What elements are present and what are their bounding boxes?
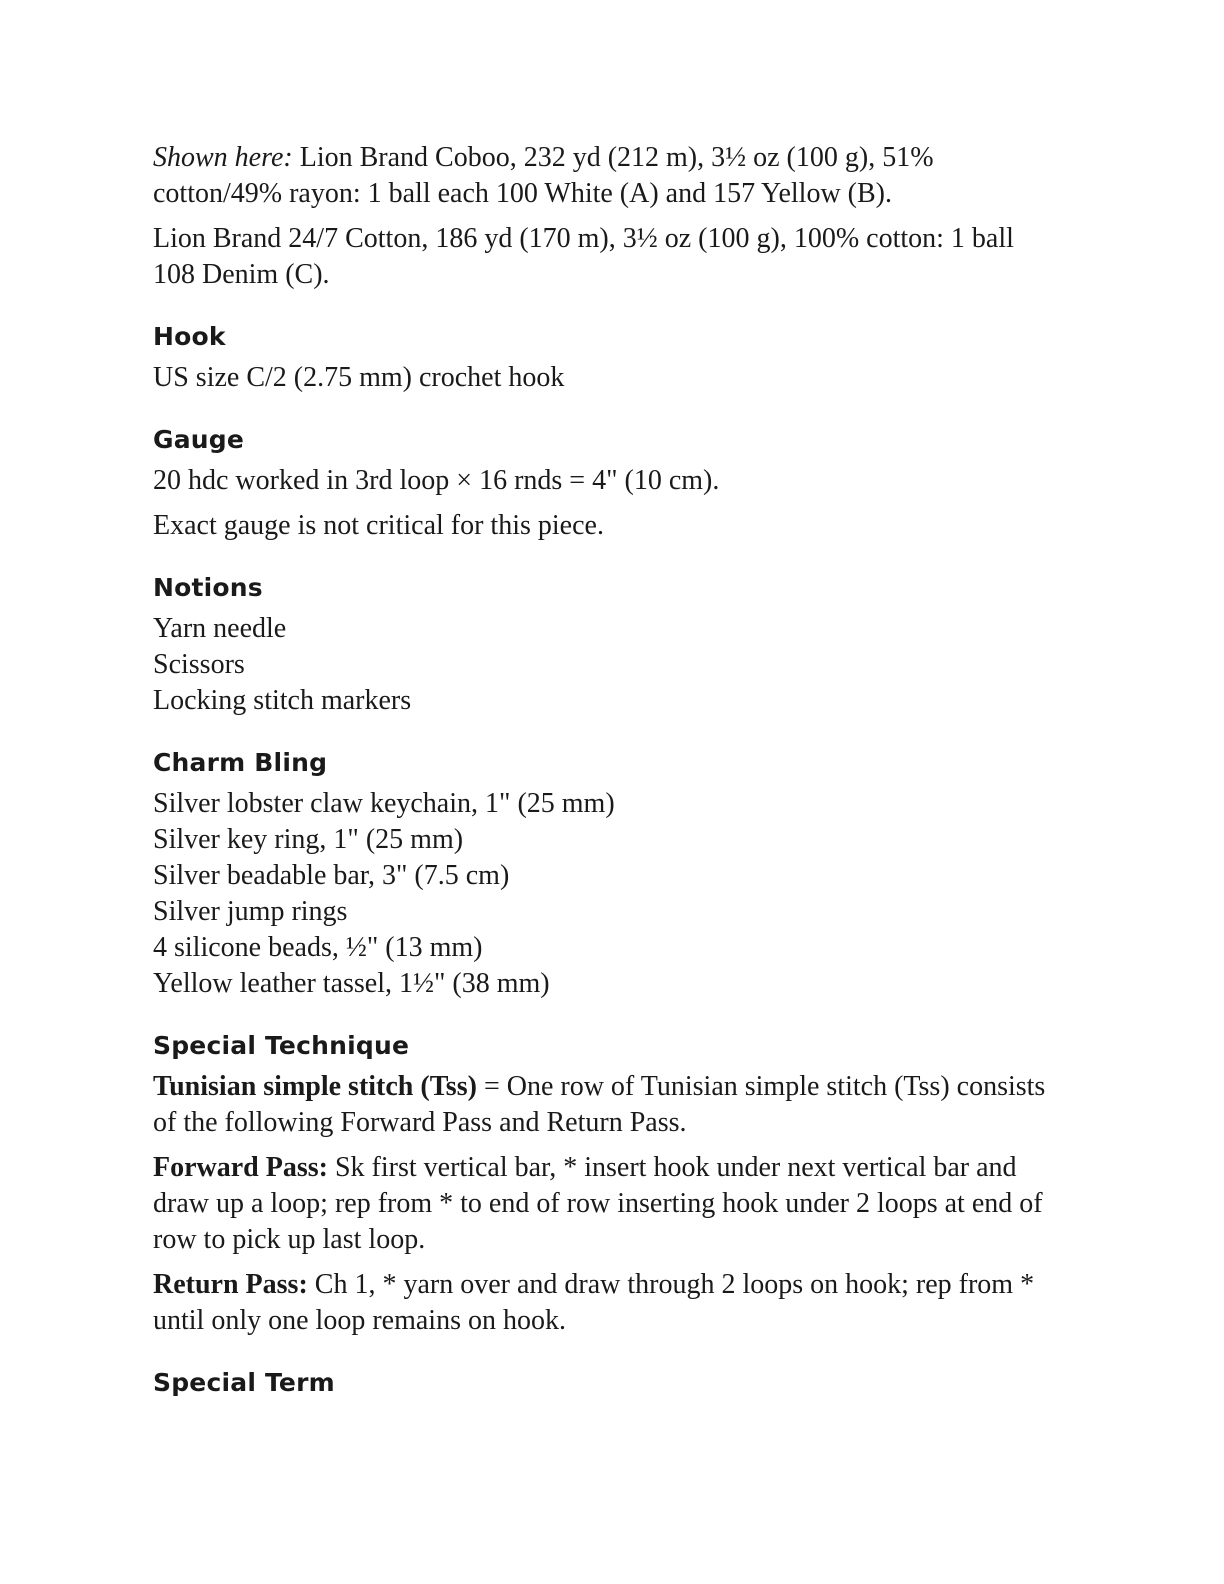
- list-item: Locking stitch markers: [153, 685, 412, 716]
- list-item: Silver lobster claw keychain, 1" (25 mm): [153, 788, 615, 819]
- hook-text: US size C/2 (2.75 mm) crochet hook: [153, 362, 565, 393]
- gauge-heading: Gauge: [153, 425, 245, 454]
- materials-yarn-1: [153, 140, 1053, 212]
- gauge-text-1: 20 hdc worked in 3rd loop × 16 rnds = 4" (10 cm).: [153, 465, 720, 496]
- special-term-heading: Special Term: [153, 1368, 335, 1397]
- tss-definition: [153, 1069, 1053, 1141]
- special-technique-heading: Special Technique: [153, 1031, 410, 1060]
- list-item: Scissors: [153, 649, 245, 680]
- charm-bling-heading: Charm Bling: [153, 748, 328, 777]
- shown-here-label: Shown here:: [153, 142, 293, 173]
- charm-bling-list: [153, 786, 1053, 1002]
- notions-heading: Notions: [153, 573, 263, 602]
- list-item: Silver key ring, 1" (25 mm): [153, 824, 464, 855]
- list-item: Silver beadable bar, 3" (7.5 cm): [153, 860, 510, 891]
- forward-pass-text: Sk first vertical bar, * insert hook under next vertical bar and draw up a loop; rep from * to end of row inserting hook under 2 loops at end of row to pick up last loop.: [153, 1152, 1043, 1255]
- hook-heading: Hook: [153, 322, 226, 351]
- list-item: Yellow leather tassel, 1½" (38 mm): [153, 968, 550, 999]
- forward-pass: [153, 1150, 1053, 1258]
- return-pass: [153, 1267, 1053, 1339]
- document-page: [153, 140, 1053, 1406]
- yarn-1-text: Lion Brand Coboo, 232 yd (212 m), 3½ oz (100 g), 51% cotton/49% rayon: 1 ball each 100 White (A) and 157 Yellow (B).: [153, 142, 934, 209]
- return-pass-text: Ch 1, * yarn over and draw through 2 loops on hook; rep from * until only one loop remains on hook.: [153, 1269, 1035, 1336]
- list-item: Silver jump rings: [153, 896, 348, 927]
- gauge-text-2: Exact gauge is not critical for this piece.: [153, 510, 604, 541]
- tss-text: = One row of Tunisian simple stitch (Tss) consists of the following Forward Pass and Return Pass.: [153, 1071, 1046, 1138]
- forward-pass-term: Forward Pass:: [153, 1152, 328, 1183]
- return-pass-term: Return Pass:: [153, 1269, 308, 1300]
- list-item: 4 silicone beads, ½" (13 mm): [153, 932, 483, 963]
- materials-yarn-2: Lion Brand 24/7 Cotton, 186 yd (170 m), 3½ oz (100 g), 100% cotton: 1 ball 108 Denim (C).: [153, 223, 1014, 290]
- tss-term: Tunisian simple stitch (Tss): [153, 1071, 477, 1102]
- list-item: Yarn needle: [153, 613, 287, 644]
- notions-list: [153, 611, 1053, 719]
